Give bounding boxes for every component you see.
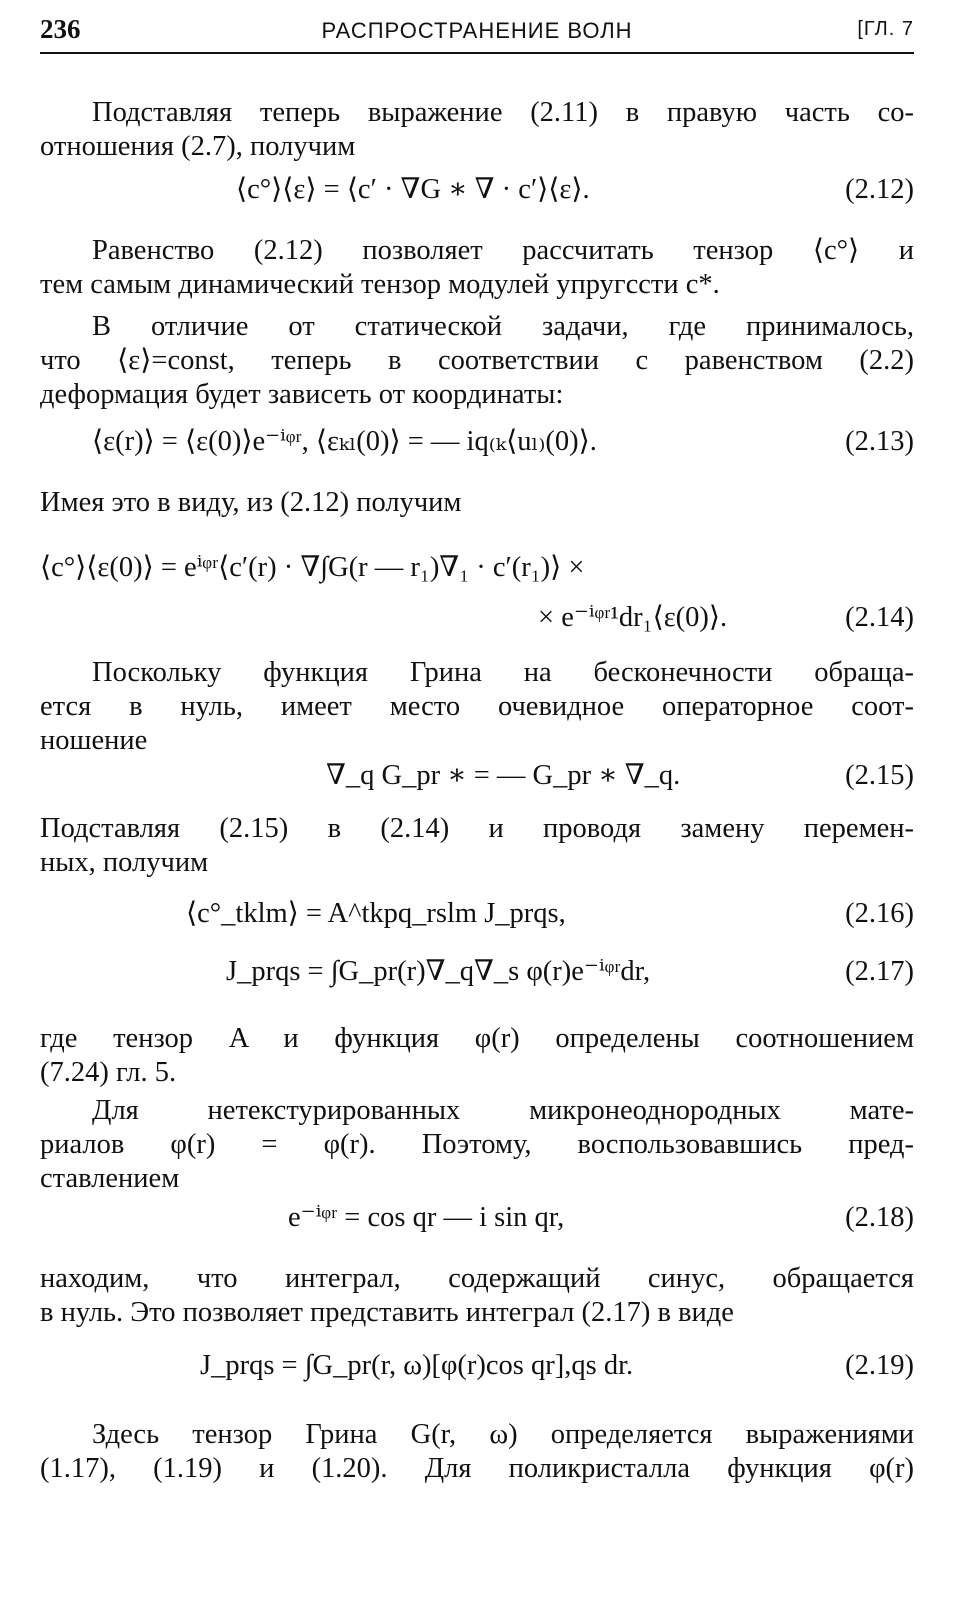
text-line: Поскольку функция Грина на бесконечности обраща-: [92, 657, 914, 688]
text-line: Здесь тензор Грина G(r, ω) определяется выражениями: [92, 1419, 914, 1450]
paragraph: [40, 1094, 914, 1196]
equation-body: J_prqs = ∫G_pr(r)∇_q∇_s φ(r)e⁻ⁱᵠʳdr,: [226, 956, 651, 987]
equation-number: (2.16): [845, 898, 914, 929]
chapter-label: [ГЛ. 7: [857, 18, 914, 40]
equation: [40, 756, 914, 796]
paragraph: [40, 1262, 914, 1330]
text-line: что ⟨ε⟩=const, теперь в соответствии с равенством (2.2): [40, 345, 914, 376]
equation-number: (2.15): [845, 760, 914, 791]
paragraph: [40, 812, 914, 880]
text-line: находим, что интеграл, содержащий синус, обращается: [40, 1263, 914, 1294]
header-rule: [40, 52, 914, 54]
page-number: 236: [40, 14, 81, 44]
equation-body: × e⁻ⁱᵠʳ¹dr₁⟨ε(0)⟩.: [538, 602, 728, 633]
paragraph: [40, 234, 914, 302]
running-title: РАСПРОСТРАНЕНИЕ ВОЛН: [321, 18, 633, 43]
equation-body: ⟨c°⟩⟨ε(0)⟩ = eⁱᵠʳ⟨c′(r) · ∇∫G(r — r₁)∇₁ · c′(r₁)⟩ ×: [40, 552, 585, 583]
running-header: [40, 10, 914, 50]
equation-number: (2.19): [845, 1350, 914, 1381]
paragraph: [40, 486, 914, 520]
text-line: отношения (2.7), получим: [40, 131, 356, 162]
text-line: Подставляя теперь выражение (2.11) в правую часть со-: [92, 97, 914, 128]
text-line: Для нетекстурированных микронеоднородных мате-: [92, 1095, 914, 1126]
paragraph: [40, 310, 914, 412]
equation-body: J_prqs = ∫G_pr(r, ω)[φ(r)cos qr],qs dr.: [200, 1350, 634, 1381]
text-line: риалов φ(r) = φ(r). Поэтому, воспользовавшись пред-: [40, 1129, 914, 1160]
equation-body: e⁻ⁱᵠʳ = cos qr — i sin qr,: [288, 1202, 565, 1233]
equation: [40, 598, 914, 638]
text-line: тем самым динамический тензор модулей упругсcти c*.: [40, 269, 720, 300]
equation-number: (2.13): [845, 426, 914, 457]
text-line: деформация будет зависеть от координаты:: [40, 379, 564, 410]
text-line: где тензор A и функция φ(r) определены соотношением: [40, 1023, 914, 1054]
equation-number: (2.17): [845, 956, 914, 987]
equation: [40, 548, 914, 588]
paragraph: [40, 96, 914, 164]
equation-body: ⟨c°⟩⟨ε⟩ = ⟨c′ · ∇G ∗ ∇ · c′⟩⟨ε⟩.: [236, 174, 590, 205]
equation: [40, 952, 914, 992]
equation: [40, 1198, 914, 1238]
equation-number: (2.14): [845, 602, 914, 633]
text-line: ставлением: [40, 1163, 180, 1194]
equation: [40, 170, 914, 210]
equation-body: ∇_q G_pr ∗ = — G_pr ∗ ∇_q.: [326, 760, 681, 791]
equation: [40, 894, 914, 934]
text-line: Равенство (2.12) позволяет рассчитать тензор ⟨c°⟩ и: [92, 235, 914, 266]
text-line: (1.17), (1.19) и (1.20). Для поликристалла функция φ(r): [40, 1453, 914, 1484]
text-line: ношение: [40, 725, 148, 756]
text-line: ется в нуль, имеет место очевидное операторное соот-: [40, 691, 914, 722]
paragraph: [40, 656, 914, 758]
equation: [40, 1346, 914, 1386]
equation-number: (2.18): [845, 1202, 914, 1233]
equation-body: ⟨ε(r)⟩ = ⟨ε(0)⟩e⁻ⁱᵠʳ, ⟨εₖₗ(0)⟩ = — iq₍ₖ⟨uₗ₎(0)⟩.: [92, 426, 597, 457]
text-line: ных, получим: [40, 847, 209, 878]
text-line: В отличие от статической задачи, где принималось,: [92, 311, 914, 342]
paragraph: [40, 1022, 914, 1090]
equation-body: ⟨c°_tklm⟩ = A^tkpq_rslm J_prqs,: [186, 898, 566, 929]
equation: [40, 422, 914, 462]
text-line: в нуль. Это позволяет представить интеграл (2.17) в виде: [40, 1297, 734, 1328]
paragraph: [40, 1418, 914, 1486]
text-line: Подставляя (2.15) в (2.14) и проводя замену перемен-: [40, 813, 914, 844]
text-line: (7.24) гл. 5.: [40, 1057, 177, 1088]
equation-number: (2.12): [845, 174, 914, 205]
text-line: Имея это в виду, из (2.12) получим: [40, 487, 462, 518]
